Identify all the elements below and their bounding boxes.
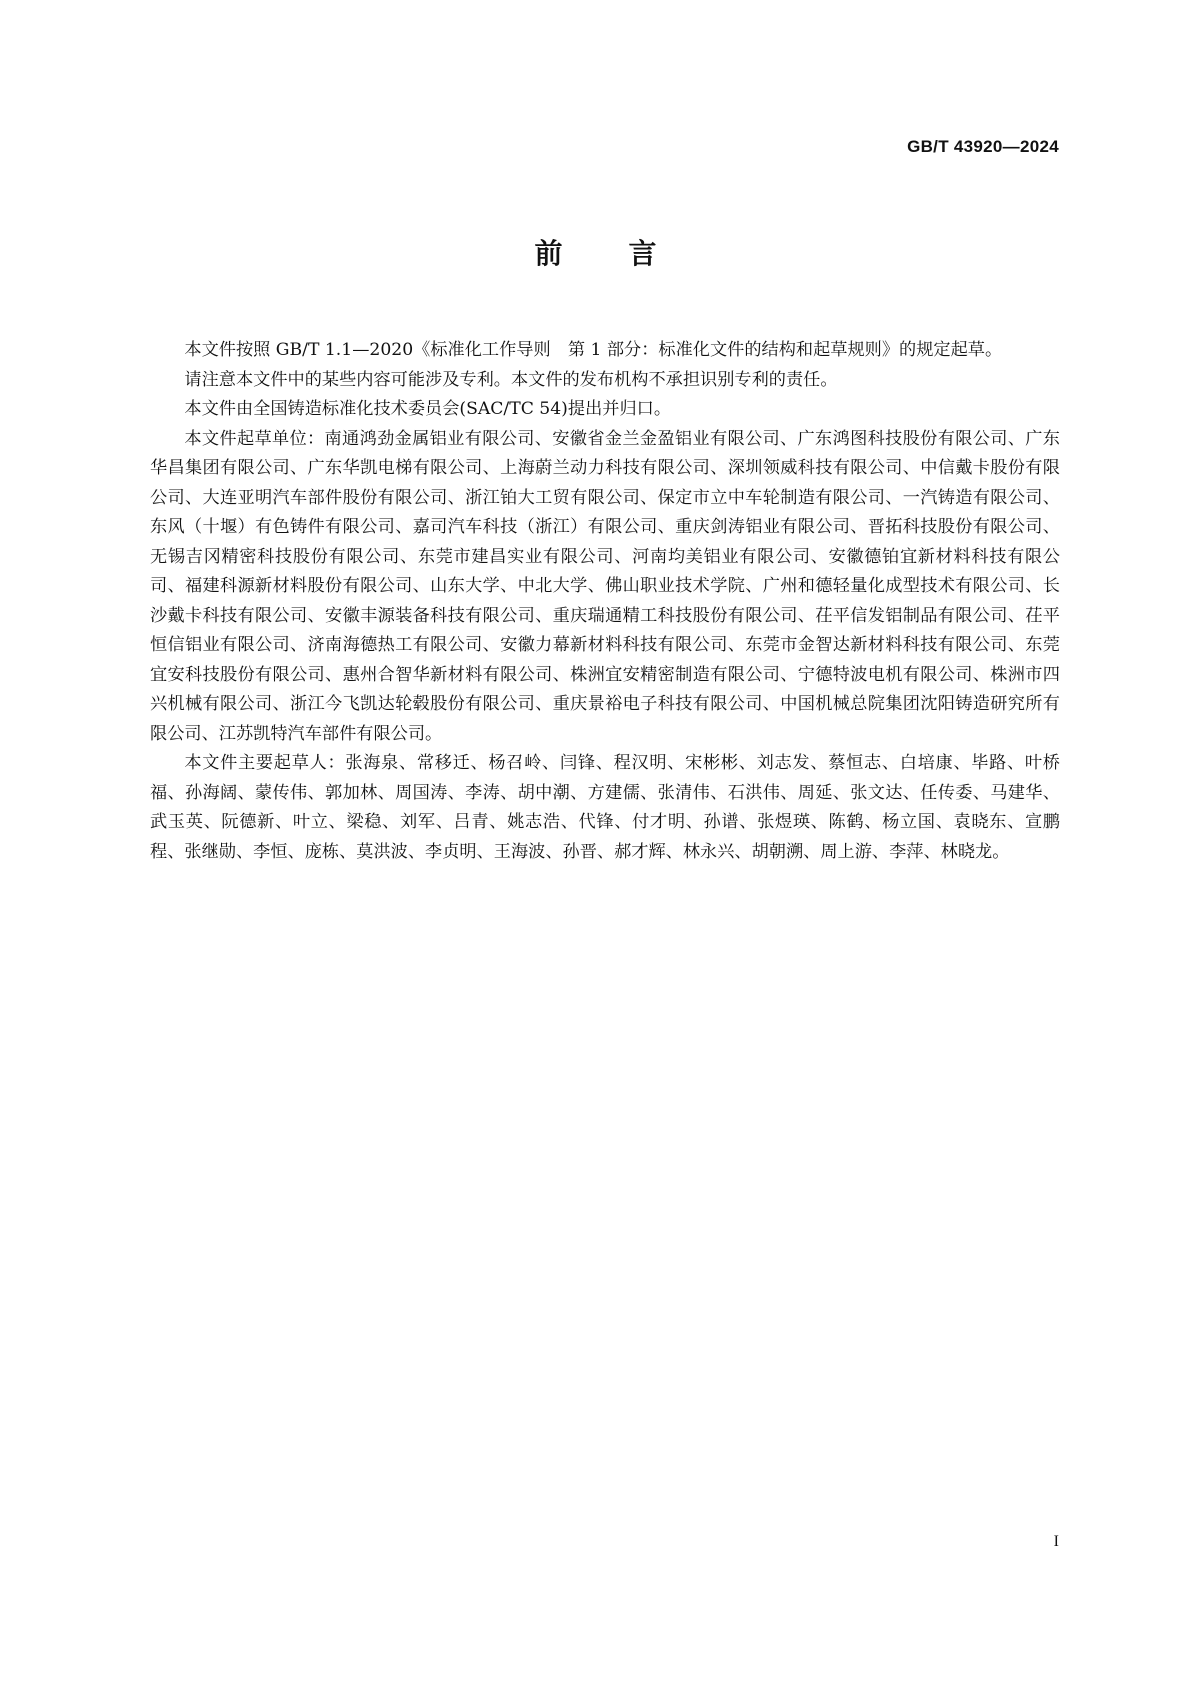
- page-number: I: [1053, 1533, 1059, 1550]
- paragraph-main-drafters: 本文件主要起草人：张海泉、常移迁、杨召岭、闫锋、程汉明、宋彬彬、刘志发、蔡恒志、白培康、毕路、叶桥福、孙海阔、蒙传伟、郭加林、周国涛、李涛、胡中潮、方建儒、张清伟、石洪伟、周延、张文达、任传委、马建华、武玉英、阮德新、叶立、梁稳、刘军、吕青、姚志浩、代锋、付才明、孙谱、张煜瑛、陈鹤、杨立国、袁晓东、宣鹏程、张继勋、李恒、庞栋、莫洪波、李贞明、王海波、孙晋、郝才辉、林永兴、胡朝溯、周上游、李萍、林晓龙。: [150, 753, 1060, 862]
- foreword-body: [150, 336, 1060, 867]
- paragraph-proposer: 本文件由全国铸造标准化技术委员会(SAC/TC 54)提出并归口。: [184, 399, 672, 419]
- paragraph-drafting-units: 本文件起草单位：南通鸿劲金属铝业有限公司、安徽省金兰金盈铝业有限公司、广东鸿图科技股份有限公司、广东华昌集团有限公司、广东华凯电梯有限公司、上海蔚兰动力科技有限公司、深圳领威科技有限公司、中信戴卡股份有限公司、大连亚明汽车部件股份有限公司、浙江铂大工贸有限公司、保定市立中车轮制造有限公司、一汽铸造有限公司、东风（十堰）有色铸件有限公司、嘉司汽车科技（浙江）有限公司、重庆剑涛铝业有限公司、晋拓科技股份有限公司、无锡吉冈精密科技股份有限公司、东莞市建昌实业有限公司、河南均美铝业有限公司、安徽德铂宜新材料科技有限公司、福建科源新材料股份有限公司、山东大学、中北大学、佛山职业技术学院、广州和德轻量化成型技术有限公司、长沙戴卡科技有限公司、安徽丰源装备科技有限公司、重庆瑞通精工科技股份有限公司、茌平信发铝制品有限公司、茌平恒信铝业有限公司、济南海德热工有限公司、安徽力幕新材料科技有限公司、东莞市金智达新材料科技有限公司、东莞宜安科技股份有限公司、惠州合智华新材料有限公司、株洲宜安精密制造有限公司、宁德特波电机有限公司、株洲市四兴机械有限公司、浙江今飞凯达轮毂股份有限公司、重庆景裕电子科技有限公司、中国机械总院集团沈阳铸造研究所有限公司、江苏凯特汽车部件有限公司。: [150, 428, 1060, 744]
- standard-code: GB/T 43920—2024: [907, 137, 1059, 156]
- page-title: [0, 237, 1191, 270]
- paragraph-drafting-basis: 本文件按照 GB/T 1.1—2020《标准化工作导则 第 1 部分：标准化文件的结构和起草规则》的规定起草。: [184, 340, 1003, 360]
- paragraph-patent-notice: 请注意本文件中的某些内容可能涉及专利。本文件的发布机构不承担识别专利的责任。: [184, 369, 838, 390]
- title-char-2: 言: [628, 237, 657, 270]
- title-char-1: 前: [534, 237, 563, 270]
